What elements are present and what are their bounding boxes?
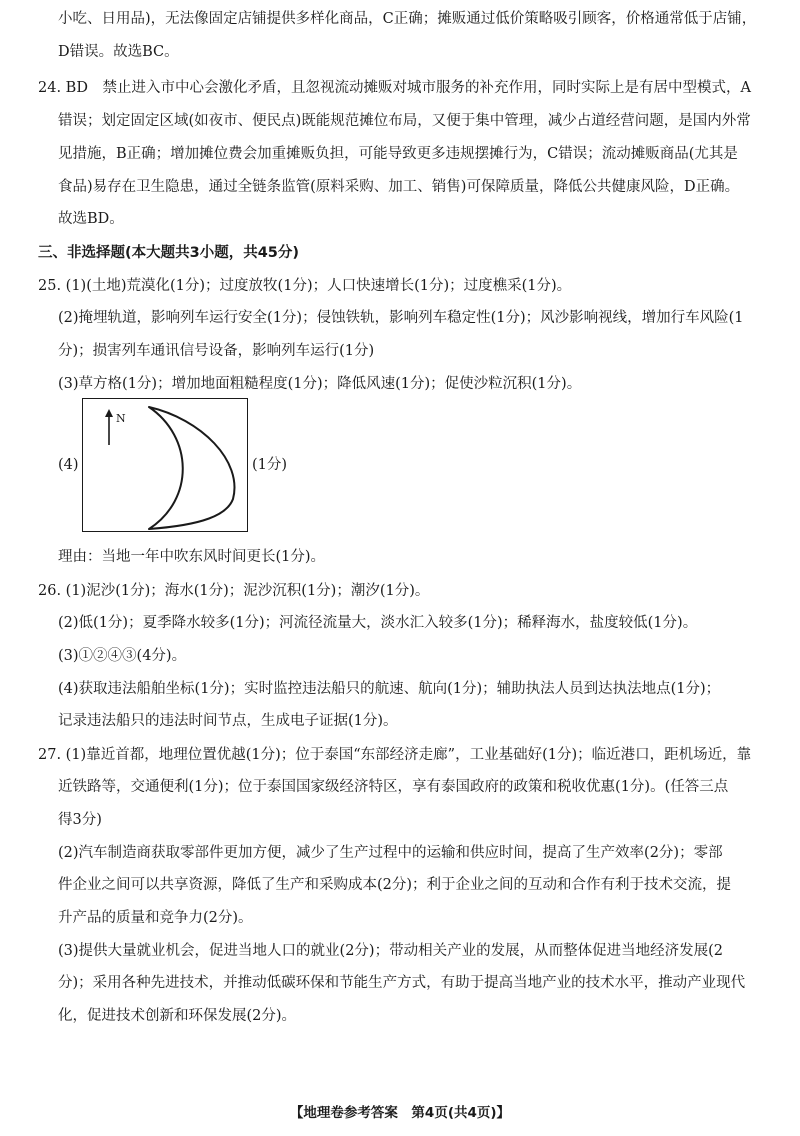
- question-25-line: (2)掩埋轨道，影响列车运行安全(1分)；侵蚀铁轨，影响列车稳定性(1分)；风沙影响视线，增加行车风险(1: [58, 310, 744, 326]
- question-27-line: 得3分): [58, 812, 102, 828]
- section-heading: 三、非选择题(本大题共3小题，共45分): [38, 245, 300, 261]
- question-25-line: 理由：当地一年中吹东风时间更长(1分)。: [58, 549, 326, 565]
- north-label: N: [116, 412, 126, 425]
- question-24-line: 见措施，B正确；增加摊位费会加重摊贩负担，可能导致更多违规摆摊行为，C错误；流动摊贩商品(尤其是: [58, 146, 738, 162]
- question-24-line: 错误；划定固定区域(如夜市、便民点)既能规范摊位布局，又便于集中管理，减少占道经营问题，是国内外常: [58, 113, 751, 129]
- text-line: D错误。故选BC。: [58, 44, 179, 60]
- question-25-line: (3)草方格(1分)；增加地面粗糙程度(1分)；降低风速(1分)；促使沙粒沉积(1分)。: [58, 376, 582, 392]
- question-27-line: 件企业之间可以共享资源，降低了生产和采购成本(2分)；利于企业之间的互动和合作有利于技术交流，提: [58, 877, 732, 893]
- question-27-line: (3)提供大量就业机会，促进当地人口的就业(2分)；带动相关产业的发展，从而整体促进当地经济发展(2: [58, 943, 723, 959]
- text-line: 小吃、日用品)，无法像固定店铺提供多样化商品，C正确；摊贩通过低价策略吸引顾客，价格通常低于店铺，: [58, 11, 757, 27]
- dune-figure-row: [58, 398, 378, 534]
- question-27-line: 分)；采用各种先进技术，并推动低碳环保和节能生产方式，有助于提高当地产业的技术水平，推动产业现代: [58, 975, 746, 991]
- dune-figure-svg: [83, 399, 249, 533]
- page-footer: 【地理卷参考答案 第4页(共4页)】: [289, 1105, 511, 1121]
- question-27-line: 升产品的质量和竞争力(2分)。: [58, 910, 253, 926]
- figure-label-right: (1分): [252, 457, 288, 473]
- question-27-line: (2)汽车制造商获取零部件更加方便，减少了生产过程中的运输和供应时间，提高了生产效率(2分)；零部: [58, 845, 723, 861]
- dune-figure: [82, 398, 248, 532]
- question-26-line: 记录违法船只的违法时间节点，生成电子证据(1分)。: [58, 713, 398, 729]
- question-24-line: 食品)易存在卫生隐患，通过全链条监管(原料采购、加工、销售)可保障质量，降低公共健康风险，D正确。: [58, 179, 740, 195]
- question-26-line: 26. (1)泥沙(1分)；海水(1分)；泥沙沉积(1分)；潮汐(1分)。: [38, 583, 430, 599]
- question-27-line: 近铁路等，交通便利(1分)；位于泰国国家级经济特区，享有泰国政府的政策和税收优惠(1分)。(任答三点: [58, 779, 729, 795]
- crescent-dune-shape: [149, 407, 234, 529]
- north-arrow-head-icon: [105, 409, 113, 417]
- question-24-line: 故选BD。: [58, 211, 124, 227]
- question-27-line: 27. (1)靠近首都，地理位置优越(1分)；位于泰国“东部经济走廊”，工业基础好(1分)；临近港口，距机场近，靠: [38, 747, 752, 763]
- question-26-line: (3)①②④③(4分)。: [58, 648, 187, 664]
- question-25-line: 分)；损害列车通讯信号设备，影响列车运行(1分): [58, 343, 375, 359]
- question-25-line: 25. (1)(土地)荒漠化(1分)；过度放牧(1分)；人口快速增长(1分)；过度樵采(1分)。: [38, 278, 572, 294]
- figure-label-left: (4): [58, 457, 79, 473]
- question-26-line: (2)低(1分)；夏季降水较多(1分)；河流径流量大，淡水汇入较多(1分)；稀释海水，盐度较低(1分)。: [58, 615, 698, 631]
- question-24-line: 24. BD 禁止进入市中心会激化矛盾，且忽视流动摊贩对城市服务的补充作用，同时实际上是有居中型模式，A: [38, 80, 751, 96]
- question-26-line: (4)获取违法船舶坐标(1分)；实时监控违法船只的航速、航向(1分)；辅助执法人员到达执法地点(1分)；: [58, 681, 721, 697]
- question-27-line: 化，促进技术创新和环保发展(2分)。: [58, 1008, 297, 1024]
